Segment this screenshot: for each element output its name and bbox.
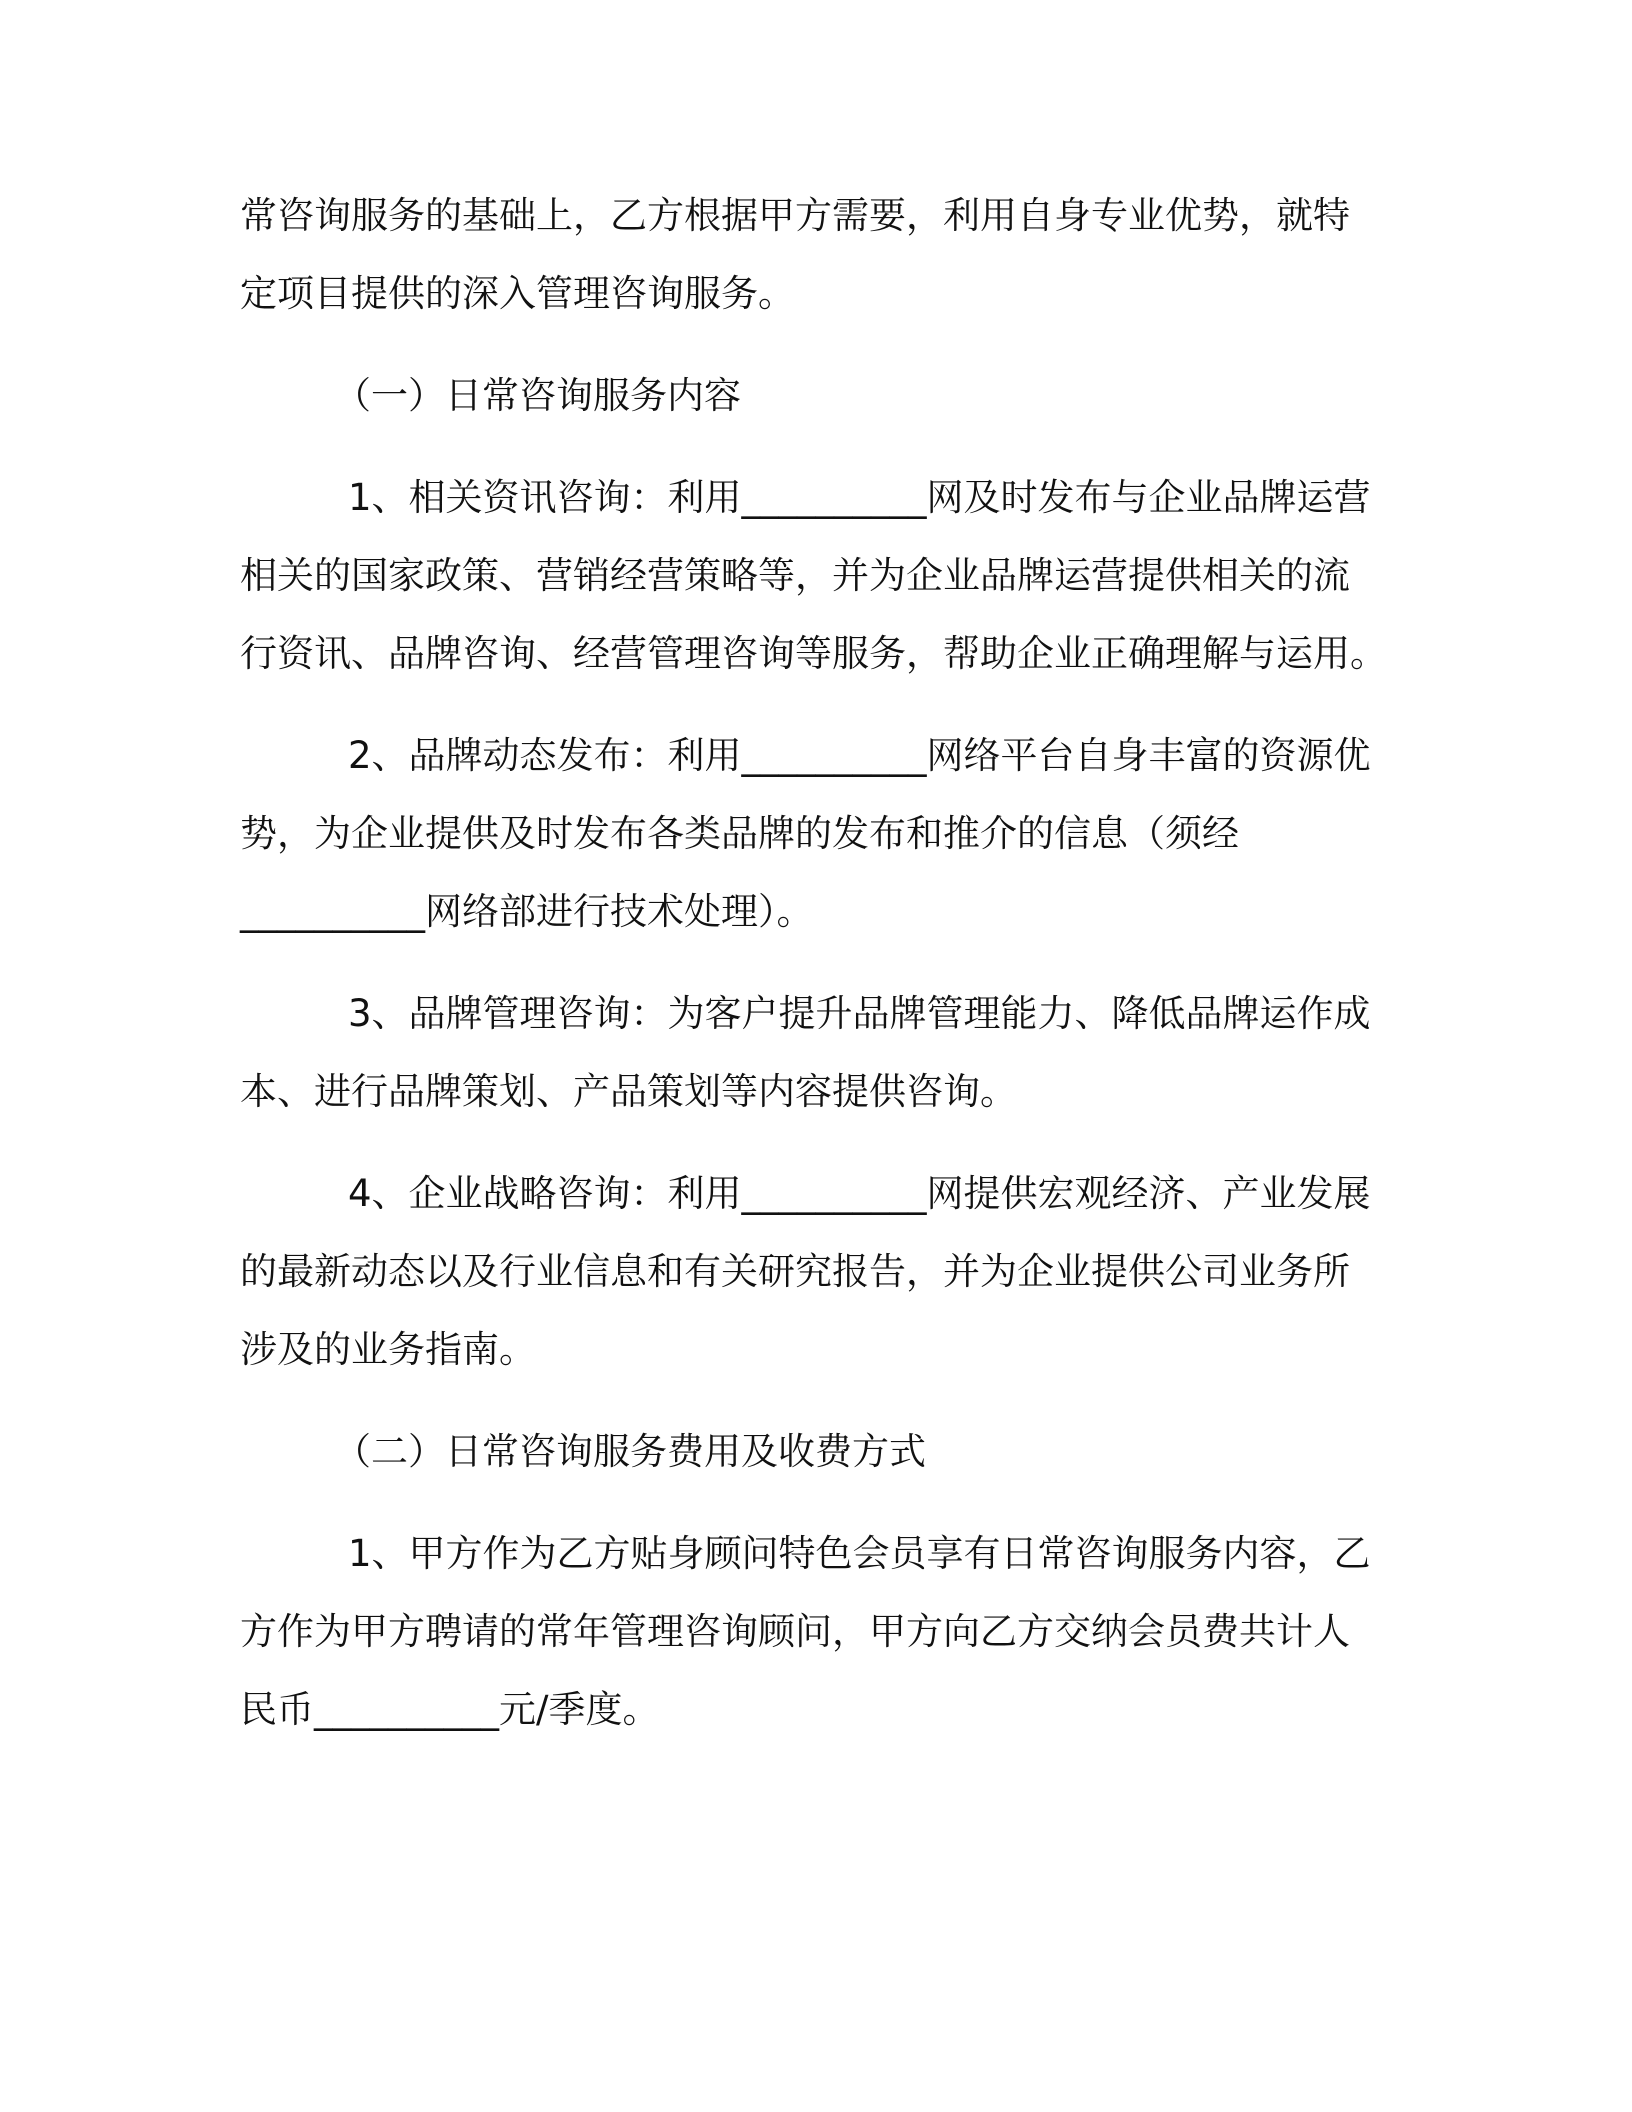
text-line: __________网络部进行技术处理）。 xyxy=(240,890,814,933)
text-line: 常咨询服务的基础上，乙方根据甲方需要，利用自身专业优势，就特 xyxy=(240,194,1350,237)
text-line: 2、品牌动态发布：利用__________网络平台自身丰富的资源优 xyxy=(348,734,1371,777)
text-line: 的最新动态以及行业信息和有关研究报告，并为企业提供公司业务所 xyxy=(240,1250,1350,1293)
section-heading-2: （二）日常咨询服务费用及收费方式 xyxy=(334,1430,926,1473)
text-line: 1、甲方作为乙方贴身顾问特色会员享有日常咨询服务内容，乙 xyxy=(348,1532,1371,1575)
text-line: 定项目提供的深入管理咨询服务。 xyxy=(240,272,795,315)
text-line: 1、相关资讯咨询：利用__________网及时发布与企业品牌运营 xyxy=(348,476,1371,519)
text-line: 4、企业战略咨询：利用__________网提供宏观经济、产业发展 xyxy=(348,1172,1371,1215)
text-line: 涉及的业务指南。 xyxy=(240,1328,536,1371)
section-heading-1: （一）日常咨询服务内容 xyxy=(334,374,741,417)
text-line: 行资讯、品牌咨询、经营管理咨询等服务，帮助企业正确理解与运用。 xyxy=(240,632,1387,675)
text-line: 3、品牌管理咨询：为客户提升品牌管理能力、降低品牌运作成 xyxy=(348,992,1371,1035)
text-line: 势，为企业提供及时发布各类品牌的发布和推介的信息（须经 xyxy=(240,812,1239,855)
text-line: 民币__________元/季度。 xyxy=(240,1688,660,1731)
text-line: 本、进行品牌策划、产品策划等内容提供咨询。 xyxy=(240,1070,1017,1113)
text-line: 相关的国家政策、营销经营策略等，并为企业品牌运营提供相关的流 xyxy=(240,554,1350,597)
text-line: 方作为甲方聘请的常年管理咨询顾问，甲方向乙方交纳会员费共计人 xyxy=(240,1610,1350,1653)
